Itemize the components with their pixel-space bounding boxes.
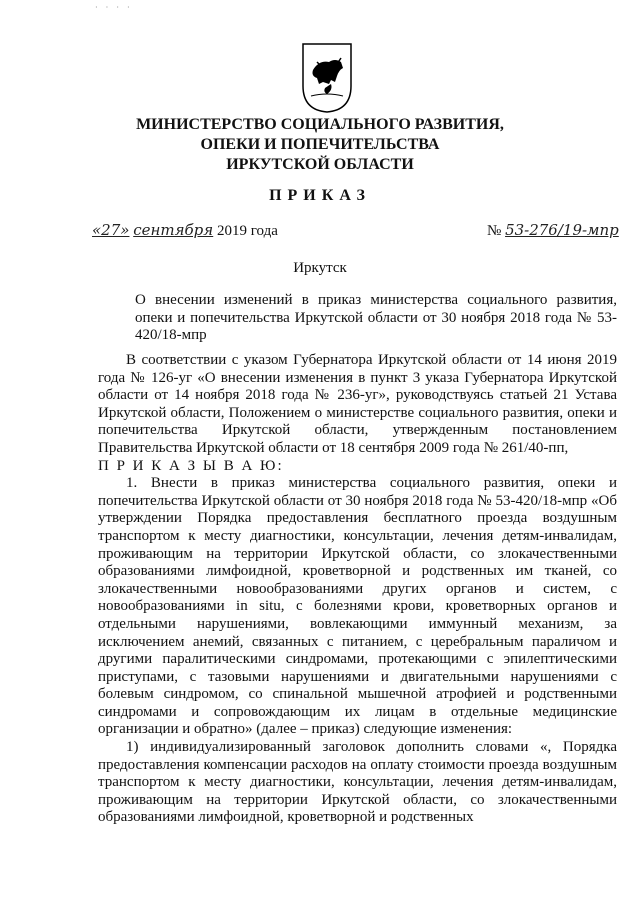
irkutsk-coat-of-arms-icon <box>301 42 353 114</box>
order-subject: О внесении изменений в приказ министерства социального развития, опеки и попечительства Иркутской области от 30 ноября 2018 года № 53-420/18-мпр <box>135 292 617 343</box>
clause-1-paragraph: 1. Внести в приказ министерства социального развития, опеки и попечительства Иркутской области от 30 ноября 2018 года № 53-420/18-мпр «Об утверждении Порядка предоставления бесплатного проезда воздушным транспортом к месту диагностики, консультации, лечения детям-инвалидам, проживающим на территории Иркутской области, со злокачественными образованиями лимфоидной, кроветворной и родственных им тканей, со злокачественными новообразованиями других органов и систем, с новообразованиями in situ, с болезнями крови, кроветворных органов и отдельными нарушениями, вовлекающими иммунный механизм, за исключением анемий, связанных с питанием, с церебральным параличом и другими паралитическими синдромами, протекающими с эпилептическими приступами, с тазовыми нарушениями и двигательными нарушениями с болевым синдромом, со спинальной мышечной атрофией и родственными синдромами и сопровождающим их лицам в отдельные медицинские организации и обратно» (далее – приказ) следующие изменения: <box>98 475 617 738</box>
date-day-handwritten: «27» <box>92 221 130 239</box>
ministry-line: ОПЕКИ И ПОПЕЧИТЕЛЬСТВА <box>200 136 440 153</box>
document-type: ПРИКАЗ <box>269 187 371 204</box>
number-handwritten: 53-276/19-мпр <box>505 221 619 239</box>
date-month-handwritten: сентября <box>133 221 214 239</box>
ministry-name <box>0 115 640 175</box>
preamble-paragraph: В соответствии с указом Губернатора Иркутской области от 14 июня 2019 года № 126-уг «О внесении изменения в пункт 3 указа Губернатора Иркутской области от 14 ноября 2018 года № 236-уг», руководствуясь статьей 21 Устава Иркутской области, Положением о министерстве социального развития, опеки и попечительства Иркутской области, утвержденным постановлением Правительства Иркутской области от 18 сентября 2009 года № 261/40-пп, <box>98 352 617 456</box>
order-word: П Р И К А З Ы В А Ю: <box>98 457 284 474</box>
number-prefix: № <box>487 223 502 239</box>
scan-mark: · · · · <box>95 3 133 12</box>
ministry-line: МИНИСТЕРСТВО СОЦИАЛЬНОГО РАЗВИТИЯ, <box>136 116 504 133</box>
order-body <box>98 352 617 827</box>
ministry-line: ИРКУТСКОЙ ОБЛАСТИ <box>226 156 414 173</box>
city: Иркутск <box>293 260 347 276</box>
order-number <box>487 221 619 240</box>
order-date <box>92 221 278 240</box>
subclause-1-paragraph: 1) индивидуализированный заголовок дополнить словами «, Порядка предоставления компенсации расходов на оплату стоимости проезда воздушным транспортом к месту диагностики, консультации, лечения детям-инвалидам, проживающим на территории Иркутской области, со злокачественными образованиями лимфоидной, кроветворной и родственных <box>98 739 617 826</box>
date-year: 2019 года <box>216 223 278 239</box>
